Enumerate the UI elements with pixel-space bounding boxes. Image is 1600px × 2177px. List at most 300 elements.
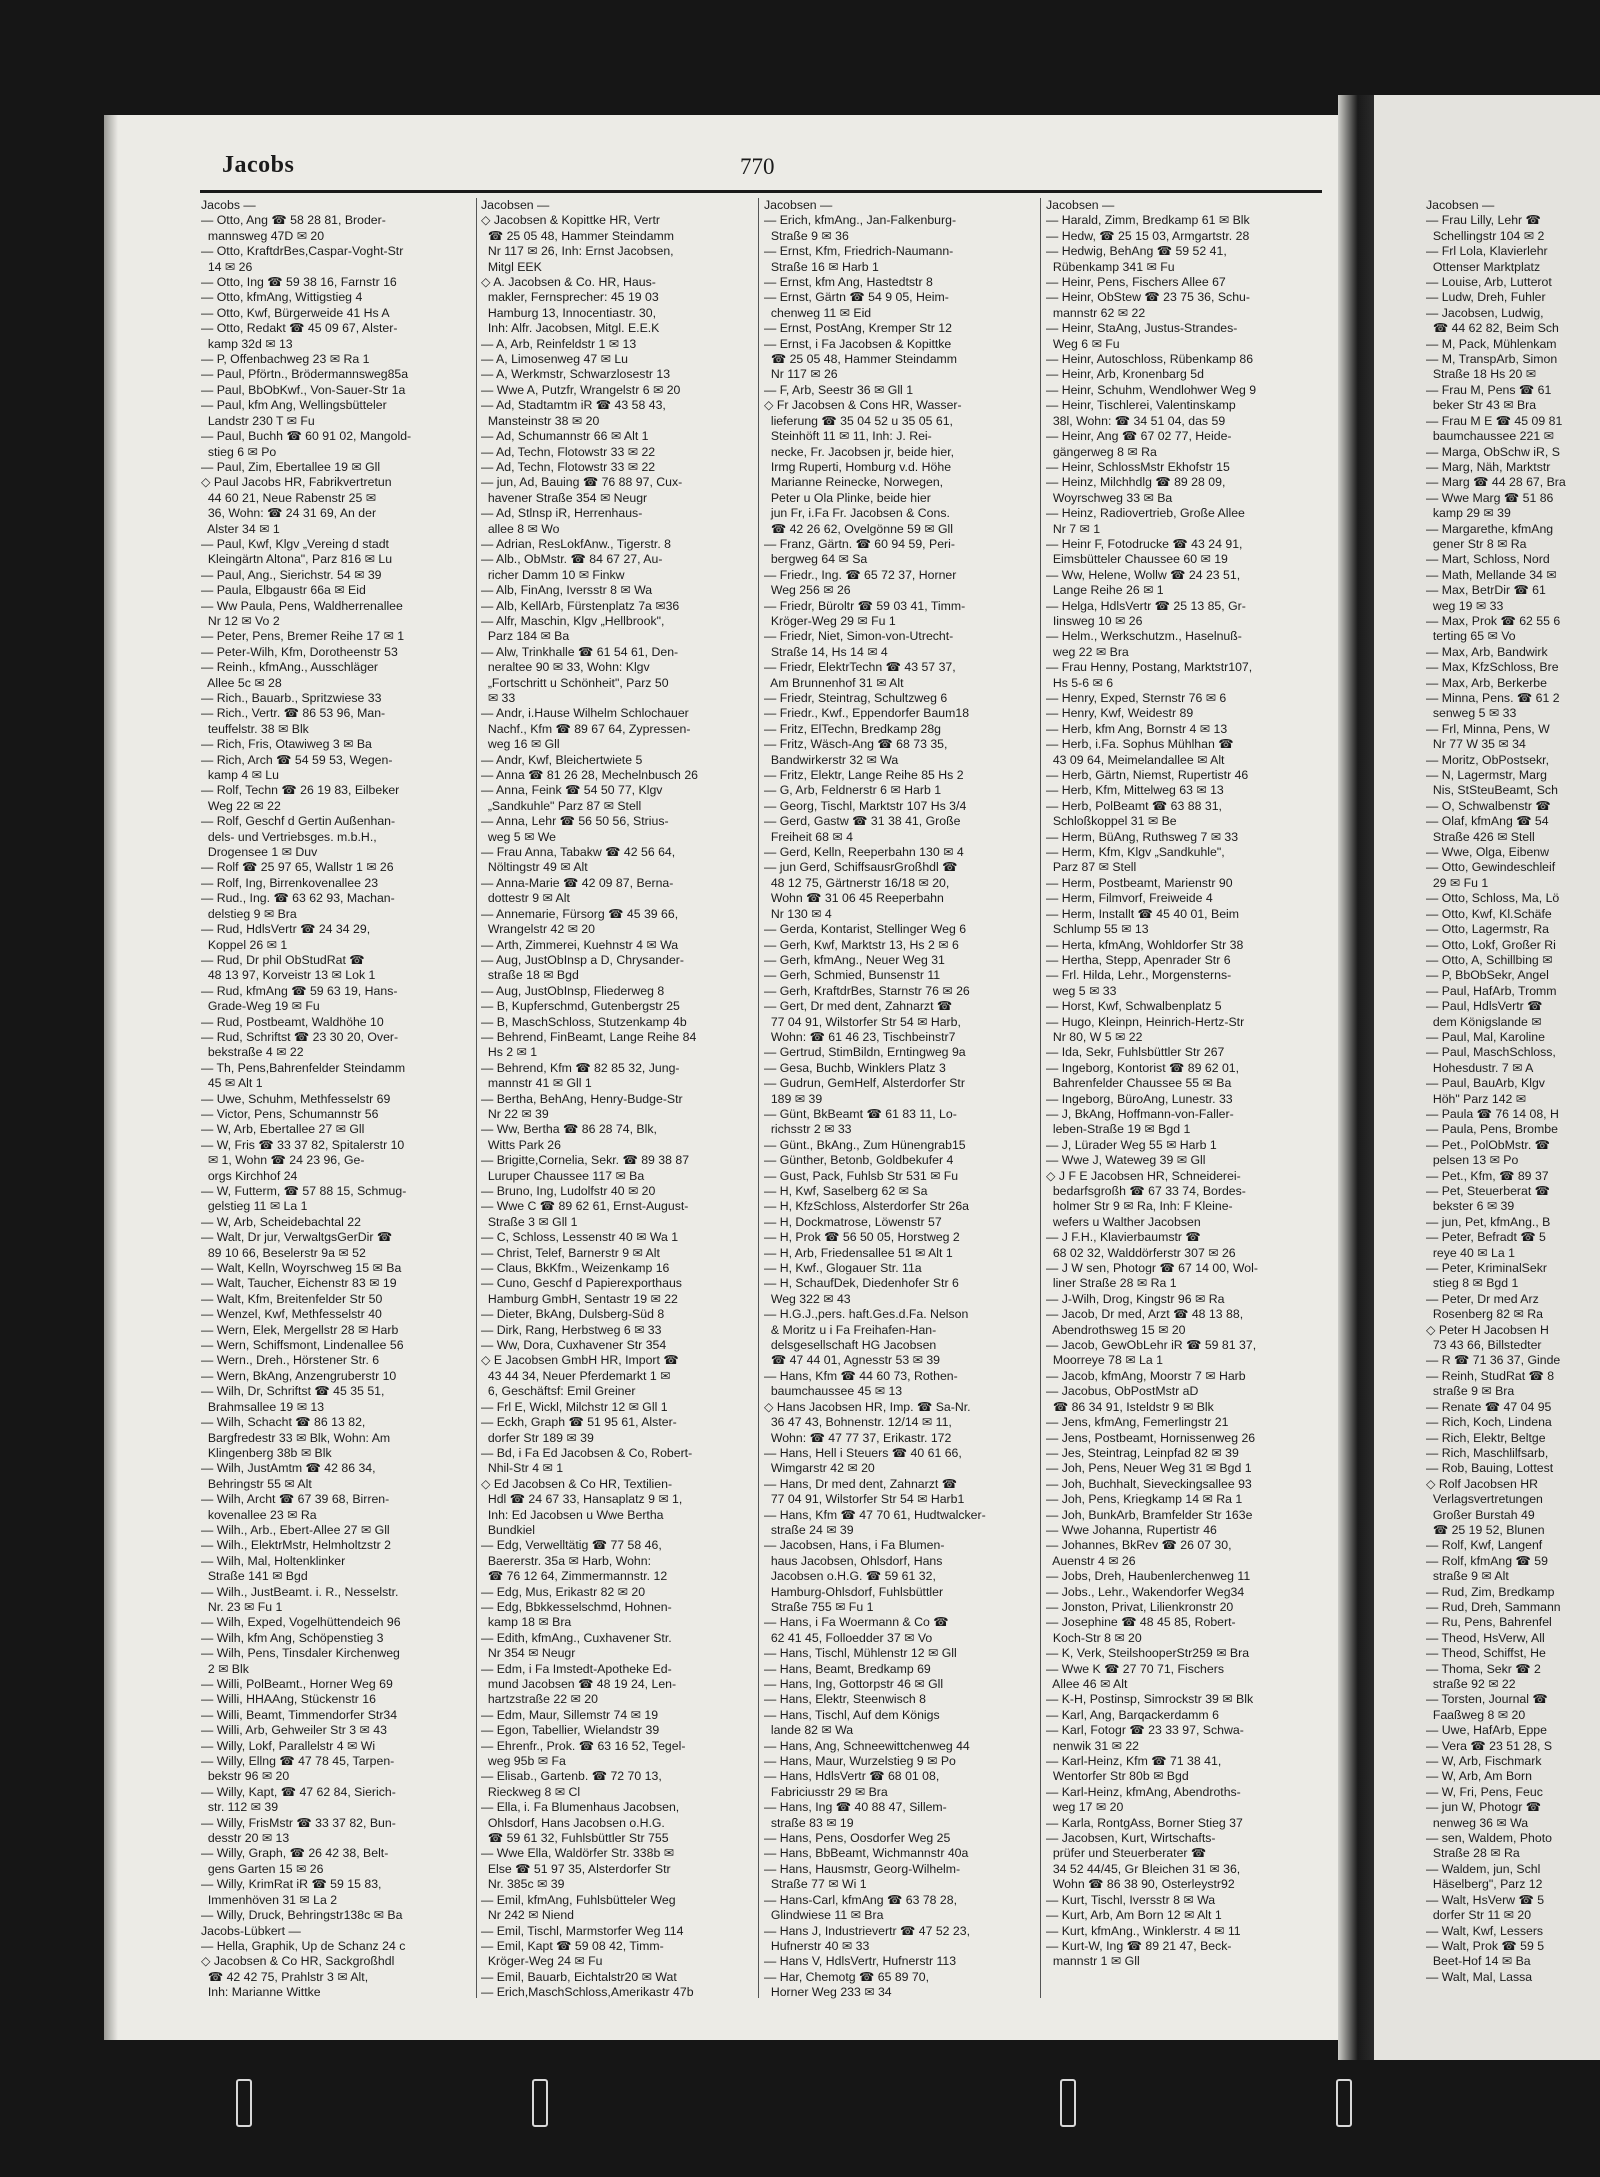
directory-entry-line: Behringstr 55 ✉ Alt <box>201 1476 312 1491</box>
directory-entry-line: Weg 22 ✉ 22 <box>201 798 281 813</box>
directory-entry-line: ☎ 25 05 48, Hammer Steindamm <box>764 352 958 367</box>
directory-entry-line: Wentorfer Str 80b ✉ Bgd <box>1046 1769 1189 1784</box>
directory-entry-line: — Wilh., Arb., Ebert-Allee 27 ✉ Gll <box>201 1522 390 1537</box>
directory-entry-line: Schloßkoppel 31 ✉ Be <box>1046 814 1177 829</box>
directory-entry-line: Mitgl EEK <box>481 259 542 274</box>
directory-entry-line: — Ad, Schumannstr 66 ✉ Alt 1 <box>481 429 649 444</box>
directory-entry-line: — Aug, JustObInsp, Fliederweg 8 <box>481 983 665 998</box>
directory-entry-line: — Otto, Redakt ☎ 45 09 67, Alster- <box>201 321 398 336</box>
directory-entry-line: — Frl, Minna, Pens, W <box>1426 721 1550 736</box>
directory-entry-line: — Wwe Johanna, Rupertistr 46 <box>1046 1522 1217 1537</box>
directory-entry-line: — Ida, Sekr, Fuhlsbüttler Str 267 <box>1046 1045 1225 1060</box>
directory-entry-line: — Fritz, ElTechn, Bredkamp 28g <box>764 721 942 736</box>
directory-entry-line: Marianne Reinecke, Norwegen, <box>764 475 944 490</box>
film-perforation <box>236 2079 252 2127</box>
directory-entry-line: — Jacob, GewObLehr iR ☎ 59 81 37, <box>1046 1338 1257 1353</box>
directory-entry-line: — Heinr, StaAng, Justus-Strandes- <box>1046 321 1238 336</box>
directory-entry-line: — Rud., Ing. ☎ 63 62 93, Machan- <box>201 891 395 906</box>
directory-entry-line: & Moritz u i Fa Freihafen-Han- <box>764 1322 937 1337</box>
directory-entry-line: — Kurt, Tischl, Iversstr 8 ✉ Wa <box>1046 1892 1216 1907</box>
directory-entry-line: mannstr 41 ✉ Gll 1 <box>481 1076 592 1091</box>
directory-entry-line: 2 ✉ Blk <box>201 1661 249 1676</box>
directory-entry-line: — Otto, Lagermstr, Ra <box>1426 922 1550 937</box>
directory-entry-line: — Paula, Pens, Brombe <box>1426 1122 1558 1137</box>
directory-entry-line: — Behrend, Kfm ☎ 82 85 32, Jung- <box>481 1060 680 1075</box>
directory-entry-line: — Frau M, Pens ☎ 61 <box>1426 382 1552 397</box>
directory-entry-line: — Math, Mellande 34 ✉ <box>1426 567 1557 582</box>
directory-entry-line: Steinhöft 11 ✉ 11, Inh: J. Rei- <box>764 429 932 444</box>
directory-entry-line: Nr 80, W 5 ✉ 22 <box>1046 1029 1143 1044</box>
directory-entry-line: — Franz, Gärtn. ☎ 60 94 59, Peri- <box>764 536 955 551</box>
directory-entry-line: lieferung ☎ 35 04 52 u 35 05 61, <box>764 413 953 428</box>
directory-entry-line: mund Jacobsen ☎ 48 19 24, Len- <box>481 1677 677 1691</box>
directory-entry-line: 62 41 45, Folloedder 37 ✉ Vo <box>764 1630 933 1645</box>
directory-entry-line: — Otto, Kwf, Kl.Schäfe <box>1426 906 1552 921</box>
directory-entry-line: — Rolf, kfmAng ☎ 59 <box>1426 1553 1548 1568</box>
directory-entry-line: richsstr 2 ✉ 33 <box>764 1122 852 1137</box>
directory-entry-line: — Victor, Pens, Schumannstr 56 <box>201 1106 379 1121</box>
directory-entry-line: — H, Kwf., Glogauer Str. 11a <box>764 1261 922 1276</box>
directory-entry-line: — Eckh, Graph ☎ 51 95 61, Alster- <box>481 1415 677 1430</box>
directory-entry-line: — Hugo, Kleinpn, Heinrich-Hertz-Str <box>1046 1014 1245 1029</box>
directory-entry-line: Beet-Hof 14 ✉ Ba <box>1426 1954 1531 1969</box>
directory-entry-line: — Wilh., JustBeamt. i. R., Nesselstr. <box>201 1584 399 1599</box>
directory-entry-line: — Paul, Zim, Ebertallee 19 ✉ Gll <box>201 459 381 474</box>
directory-entry-line: — Willi, HHAAng, Stückenstr 16 <box>201 1692 376 1707</box>
directory-entry-line: — Max, BetrDir ☎ 61 <box>1426 583 1546 598</box>
directory-entry-line: — Pet, Steuerberat ☎ <box>1426 1184 1550 1198</box>
directory-entry-line: Nis, StSteuBeamt, Sch <box>1426 783 1558 798</box>
directory-entry-line: straße 92 ✉ 22 <box>1426 1677 1516 1691</box>
directory-entry-line: — Cuno, Geschf d Papierexporthaus <box>481 1276 682 1291</box>
directory-entry-line: Straße 9 ✉ 36 <box>764 228 849 243</box>
directory-entry-line: gens Garten 15 ✉ 26 <box>201 1861 324 1876</box>
directory-entry-line: straße 24 ✉ 39 <box>764 1522 854 1537</box>
directory-entry-line: — Rolf, Ing, Birrenkovenallee 23 <box>201 875 379 890</box>
directory-entry-line: — Jonston, Privat, Lilienkronstr 20 <box>1046 1599 1234 1614</box>
film-perforation <box>532 2079 548 2127</box>
directory-entry-line: 45 ✉ Alt 1 <box>201 1076 263 1091</box>
directory-entry-line: — Herm, Kfm, Klgv „Sandkuhle", <box>1046 845 1225 860</box>
directory-entry-line: — Gerd, Gastw ☎ 31 38 41, Große <box>764 814 961 829</box>
directory-entry-line: — Hans, Tischl, Auf dem Königs <box>764 1707 940 1722</box>
directory-entry-line: Weg 256 ✉ 26 <box>764 583 851 598</box>
directory-entry-line: — Paul, Pförtn., Brödermannsweg85a <box>201 367 409 382</box>
directory-entry-line: Schlump 55 ✉ 13 <box>1046 922 1149 937</box>
directory-entry-line: — Anna, Lehr ☎ 56 50 56, Strius- <box>481 814 669 829</box>
directory-entry-line: — Wilh, kfm Ang, Schöpenstieg 3 <box>201 1630 384 1645</box>
directory-entry-line: 36 47 43, Bohnenstr. 12/14 ✉ 11, <box>764 1415 952 1430</box>
directory-entry-line: Horner Weg 233 ✉ 34 <box>764 1985 892 2000</box>
directory-entry-line: — Max, KfzSchloss, Bre <box>1426 660 1559 675</box>
directory-entry-line: 89 10 66, Beselerstr 9a ✉ 52 <box>201 1245 366 1260</box>
directory-entry-line: — Willy, Ellng ☎ 47 78 45, Tarpen- <box>201 1754 395 1769</box>
directory-entry-line: — Rich., Bauarb., Spritzwiese 33 <box>201 691 382 705</box>
directory-entry-line: — Mart, Schloss, Nord <box>1426 552 1550 567</box>
directory-entry-line: 34 52 44/45, Gr Bleichen 31 ✉ 36, <box>1046 1861 1241 1876</box>
directory-entry-line: — Theod, HsVerw, All <box>1426 1630 1545 1645</box>
directory-entry-line: nenweg 36 ✉ Wa <box>1426 1815 1529 1830</box>
directory-entry-line: — Alfr, Maschin, Klgv „Hellbrook", <box>481 613 665 628</box>
directory-entry-line: ◇ E Jacobsen GmbH HR, Import ☎ <box>481 1353 679 1368</box>
directory-entry-line: — Louise, Arb, Lutterot <box>1426 275 1552 290</box>
directory-entry-line: — Otto, Gewindeschleif <box>1426 860 1556 875</box>
directory-entry-line: Nr. 23 ✉ Fu 1 <box>201 1599 283 1614</box>
directory-entry-line: pelsen 13 ✉ Po <box>1426 1153 1519 1168</box>
directory-entry-line: — Erich, kfmAng., Jan-Falkenburg- <box>764 213 957 228</box>
directory-entry-line: — Hedw, ☎ 25 15 03, Armgartstr. 28 <box>1046 228 1250 243</box>
directory-entry-line: — Otto, KraftdrBes,Caspar-Voght-Str <box>201 244 404 259</box>
directory-entry-line: — Wern, BkAng, Anzengruberstr 10 <box>201 1368 397 1383</box>
directory-entry-line: — Wwe, Olga, Eibenw <box>1426 845 1550 860</box>
directory-entry-line: — Har, Chemotg ☎ 65 89 70, <box>764 1969 930 1984</box>
directory-entry-line: ✉ 1, Wohn ☎ 24 23 96, Ge- <box>201 1153 365 1168</box>
directory-entry-line: kamp 29 ✉ 39 <box>1426 506 1511 521</box>
directory-entry-line: — Bruno, Ing, Ludolfstr 40 ✉ 20 <box>481 1184 656 1198</box>
directory-entry-line: — Rud, Postbeamt, Waldhöhe 10 <box>201 1014 384 1029</box>
directory-entry-line: ☎ 25 19 52, Blunen <box>1426 1522 1545 1537</box>
directory-entry-line: — Margarethe, kfmAng <box>1426 521 1554 536</box>
directory-entry-line: — Hans, Maur, Wurzelstieg 9 ✉ Po <box>764 1754 956 1769</box>
directory-entry-line: — Peter, Befradt ☎ 5 <box>1426 1230 1546 1245</box>
directory-entry-line: — Peter, Dr med Arz <box>1426 1291 1539 1306</box>
directory-entry-line: — H, Arb, Friedensallee 51 ✉ Alt 1 <box>764 1245 953 1260</box>
directory-entry-line: 44 60 21, Neue Rabenstr 25 ✉ <box>201 490 377 505</box>
directory-entry-line: Nr 77 W 35 ✉ 34 <box>1426 737 1526 752</box>
directory-entry-line: — Frl. Hilda, Lehr., Morgensterns- <box>1046 968 1232 983</box>
directory-entry-line: Koppel 26 ✉ 1 <box>201 937 288 952</box>
directory-entry-line: — Jobs, Dreh, Haubenlerchenweg 11 <box>1046 1569 1251 1584</box>
directory-entry-line: — K, Verk, SteilshooperStr259 ✉ Bra <box>1046 1646 1250 1661</box>
directory-entry-line: — A, Arb, Reinfeldstr 1 ✉ 13 <box>481 336 637 351</box>
directory-entry-line: — Peter-Wilh, Kfm, Dorotheenstr 53 <box>201 644 398 659</box>
directory-entry-line: gängerweg 8 ✉ Ra <box>1046 444 1157 459</box>
directory-entry-line: — Aug, JustObInsp a D, Chrysander- <box>481 952 684 967</box>
directory-entry-line: — Dieter, BkAng, Dulsberg-Süd 8 <box>481 1307 665 1322</box>
page-edge-shadow <box>104 115 118 2040</box>
directory-entry-line: — Gesa, Buchb, Winklers Platz 3 <box>764 1060 946 1075</box>
directory-entry-line: 77 04 91, Wilstorfer Str 54 ✉ Harb, <box>764 1014 961 1029</box>
directory-entry-line: 48 12 75, Gärtnerstr 16/18 ✉ 20, <box>764 875 950 890</box>
directory-entry-line: — P, BbObSekr, Angel <box>1426 968 1549 983</box>
directory-entry-line: Nachf., Kfm ☎ 89 67 64, Zypressen- <box>481 721 691 736</box>
directory-entry-line: — Max, Arb, Berkerbe <box>1426 675 1547 690</box>
directory-entry-line: — Rud, Zim, Bredkamp <box>1426 1584 1555 1599</box>
directory-entry-line: — Wern., Dreh., Hörstener Str. 6 <box>201 1353 380 1368</box>
directory-entry-line: — Willy, FrisMstr ☎ 33 37 82, Bun- <box>201 1815 396 1830</box>
directory-entry-line: Nr 12 ✉ Vo 2 <box>201 613 280 628</box>
directory-entry-line: holmer Str 9 ✉ Ra, Inh: F Kleine- <box>1046 1199 1233 1214</box>
directory-entry-line: Weg 322 ✉ 43 <box>764 1291 851 1306</box>
directory-entry-line: Allee 46 ✉ Alt <box>1046 1677 1128 1691</box>
directory-entry-line: — Gert, Dr med dent, Zahnarzt ☎ <box>764 999 953 1014</box>
directory-entry-line: — Uwe, Schuhm, Methfesselstr 69 <box>201 1091 391 1106</box>
directory-entry-line: — Jacobsen, Ludwig, <box>1426 305 1544 320</box>
directory-entry-line: lande 82 ✉ Wa <box>764 1723 854 1738</box>
directory-entry-line: Am Brunnenhof 31 ✉ Alt <box>764 675 904 690</box>
directory-entry-line: — Karl, Fotogr ☎ 23 33 97, Schwa- <box>1046 1723 1244 1738</box>
directory-entry-line: dorfer Str 189 ✉ 39 <box>481 1430 594 1445</box>
directory-entry-line: Jacobs — <box>201 198 256 212</box>
directory-entry-line: — Claus, BkKfm., Weizenkamp 16 <box>481 1261 670 1276</box>
directory-entry-line: — H, Prok ☎ 56 50 05, Horstweg 2 <box>764 1230 960 1245</box>
directory-column-3 <box>764 198 1034 2008</box>
directory-entry-line: — Paul, BbObKwf., Von-Sauer-Str 1a <box>201 382 406 397</box>
directory-entry-line: — J, Lürader Weg 55 ✉ Harb 1 <box>1046 1137 1217 1152</box>
directory-entry-line: bekstraße 4 ✉ 22 <box>201 1045 304 1060</box>
directory-entry-line: — Ww, Bertha ☎ 86 28 74, Blk, <box>481 1122 657 1137</box>
directory-entry-line: Wimgarstr 42 ✉ 20 <box>764 1461 875 1476</box>
directory-entry-line: — N, Lagermstr, Marg <box>1426 768 1547 783</box>
directory-entry-line: Straße 426 ✉ Stell <box>1426 829 1535 844</box>
directory-entry-line: — J, BkAng, Hoffmann-von-Faller- <box>1046 1106 1234 1121</box>
directory-entry-line: — Fritz, Wäsch-Ang ☎ 68 73 35, <box>764 737 948 752</box>
directory-entry-line: — Johannes, BkRev ☎ 26 07 30, <box>1046 1538 1232 1553</box>
directory-entry-line: — Hans, Ang, Schneewittchenweg 44 <box>764 1738 970 1753</box>
directory-entry-line: — Rolf, Techn ☎ 26 19 83, Eilbeker <box>201 783 400 798</box>
directory-entry-line: — Heinr, Schuhm, Wendlohwer Weg 9 <box>1046 382 1257 397</box>
directory-entry-line: — A, Limosenweg 47 ✉ Lu <box>481 352 629 367</box>
directory-entry-line: Jacobsen — <box>764 198 833 212</box>
directory-entry-line: — H, Kwf, Saselberg 62 ✉ Sa <box>764 1184 928 1198</box>
directory-entry-line: — Kurt, kfmAng., Winklerstr. 4 ✉ 11 <box>1046 1923 1241 1938</box>
directory-entry-line: — H.G.J.,pers. haft.Ges.d.Fa. Nelson <box>764 1307 969 1322</box>
directory-entry-line: — Theod, Schiffst, He <box>1426 1646 1546 1661</box>
directory-entry-line: — Rud, Schriftst ☎ 23 30 20, Over- <box>201 1029 399 1044</box>
directory-entry-line: — Paul, Kwf, Klgv „Vereing d stadt <box>201 536 389 551</box>
directory-entry-line: — Hans, Pens, Oosdorfer Weg 25 <box>764 1831 951 1846</box>
directory-entry-line: — Hans, Elektr, Steenwisch 8 <box>764 1692 926 1707</box>
directory-entry-line: — Heinz, Milchhdlg ☎ 89 28 09, <box>1046 475 1226 490</box>
directory-entry-line: — Herb, Kfm, Mittelweg 63 ✉ 13 <box>1046 783 1224 798</box>
directory-entry-line: Freiheit 68 ✉ 4 <box>764 829 853 844</box>
directory-entry-line: Luruper Chaussee 117 ✉ Ba <box>481 1168 645 1183</box>
directory-entry-line: — Ad, Techn, Flotowstr 33 ✉ 22 <box>481 459 656 474</box>
directory-entry-line: — Rolf, Kwf, Langenf <box>1426 1538 1543 1553</box>
directory-entry-line: — Willy, Lokf, Parallelstr 4 ✉ Wi <box>201 1738 376 1753</box>
directory-entry-line: — W, Arb, Am Born <box>1426 1769 1532 1784</box>
directory-entry-line: — Ww, Dora, Cuxhavener Str 354 <box>481 1338 667 1353</box>
directory-entry-line: Glindwiese 11 ✉ Bra <box>764 1908 884 1923</box>
directory-entry-line: Straße 16 ✉ Harb 1 <box>764 259 879 274</box>
directory-entry-line: Rieckweg 8 ✉ Cl <box>481 1784 581 1799</box>
directory-entry-line: Hdl ☎ 24 67 33, Hansaplatz 9 ✉ 1, <box>481 1492 683 1507</box>
directory-entry-line: — Alb, KellArb, Fürstenplatz 7a ✉36 <box>481 598 680 613</box>
directory-entry-line: — Edm, i Fa Imstedt-Apotheke Ed- <box>481 1661 672 1676</box>
running-head-surname: Jacobs <box>222 152 295 178</box>
directory-entry-line: ☎ 25 05 48, Hammer Steindamm <box>481 228 675 243</box>
directory-entry-line: — Günther, Betonb, Goldbekufer 4 <box>764 1153 954 1168</box>
directory-entry-line: Großer Burstah 49 <box>1426 1507 1535 1522</box>
column-divider <box>758 198 759 1998</box>
directory-entry-line: Bahrenfelder Chaussee 55 ✉ Ba <box>1046 1076 1232 1091</box>
directory-entry-line: — Joh, Pens, Neuer Weg 31 ✉ Bgd 1 <box>1046 1461 1252 1476</box>
directory-entry-line: 43 09 64, Meimelandallee ✉ Alt <box>1046 752 1225 767</box>
directory-entry-line: — Paul, HafArb, Tromm <box>1426 983 1557 998</box>
directory-entry-line: Häselberg", Parz 12 <box>1426 1877 1543 1892</box>
directory-entry-line: — Paul, Ang., Sierichstr. 54 ✉ 39 <box>201 567 382 582</box>
directory-entry-line: stieg 8 ✉ Bgd 1 <box>1426 1276 1519 1291</box>
directory-entry-line: — Willy, Graph, ☎ 26 42 38, Belt- <box>201 1846 389 1861</box>
directory-entry-line: Straße 18 Hs 20 ✉ <box>1426 367 1537 382</box>
directory-entry-line: Nr 354 ✉ Neugr <box>481 1646 576 1661</box>
directory-entry-line: Else ☎ 51 97 35, Alsterdorfer Str <box>481 1861 671 1876</box>
directory-entry-line: ✉ 33 <box>481 691 516 705</box>
directory-entry-line: ◇ Jacobsen & Kopittke HR, Vertr <box>481 213 660 228</box>
directory-entry-line: — Jes, Steintrag, Leinpfad 82 ✉ 39 <box>1046 1445 1239 1460</box>
directory-entry-line: orgs Kirchhof 24 <box>201 1168 298 1183</box>
directory-entry-line: Parz 87 ✉ Stell <box>1046 860 1137 875</box>
directory-entry-line: Jacobsen — <box>481 198 550 212</box>
directory-entry-line: jun Fr, i.Fa Fr. Jacobsen & Cons. <box>764 506 950 521</box>
directory-entry-line: — K-H, Postinsp, Simrockstr 39 ✉ Blk <box>1046 1692 1254 1707</box>
directory-entry-line: — Gertrud, StimBildn, Erntingweg 9a <box>764 1045 966 1060</box>
directory-entry-line: weg 16 ✉ Gll <box>481 737 560 752</box>
directory-entry-line: — Ehrenfr., Prok. ☎ 63 16 52, Tegel- <box>481 1738 686 1753</box>
directory-entry-line: — Gerh, KraftdrBes, Starnstr 76 ✉ 26 <box>764 983 970 998</box>
directory-entry-line: — Ella, i. Fa Blumenhaus Jacobsen, <box>481 1800 680 1815</box>
directory-entry-line: — A, Werkmstr, Schwarzlosestr 13 <box>481 367 671 382</box>
directory-entry-line: — Paul, kfm Ang, Wellingsbütteler <box>201 398 387 413</box>
directory-column-1 <box>201 198 471 2008</box>
directory-entry-line: — B, MaschSchloss, Stutzenkamp 4b <box>481 1014 687 1029</box>
directory-entry-line: beker Str 43 ✉ Bra <box>1426 398 1537 413</box>
directory-entry-line: Jacobsen — <box>1426 198 1495 212</box>
directory-entry-line: — Willy, KrimRat iR ☎ 59 15 83, <box>201 1877 382 1892</box>
directory-entry-line: — Karl-Heinz, Kfm ☎ 71 38 41, <box>1046 1754 1222 1769</box>
directory-entry-line: weg 22 ✉ Bra <box>1046 644 1129 659</box>
directory-entry-line: — C, Schloss, Lessenstr 40 ✉ Wa 1 <box>481 1230 679 1245</box>
directory-entry-line: — Jacobsen, Kurt, Wirtschafts- <box>1046 1831 1216 1846</box>
directory-entry-line: — Josephine ☎ 48 45 85, Robert- <box>1046 1615 1236 1630</box>
directory-entry-line: — Joh, BunkArb, Bramfelder Str 163e <box>1046 1507 1253 1522</box>
directory-entry-line: — Edg, Verwelltätig ☎ 77 58 46, <box>481 1538 662 1553</box>
directory-entry-line: — Adrian, ResLokfAnw., Tigerstr. 8 <box>481 536 672 551</box>
directory-entry-line: — Gerh, Kwf, Marktstr 13, Hs 2 ✉ 6 <box>764 937 959 952</box>
directory-entry-line: — Ad, Stadtamtm iR ☎ 43 58 43, <box>481 398 666 413</box>
directory-entry-line: — Karl-Heinz, kfmAng, Abendroths- <box>1046 1784 1241 1799</box>
directory-entry-line: — Günt., BkAng., Zum Hünengrab15 <box>764 1137 966 1152</box>
directory-entry-line: — Wwe Ella, Waldörfer Str. 338b ✉ <box>481 1846 674 1861</box>
directory-entry-line: Wohn ☎ 31 06 45 Reeperbahn <box>764 891 944 906</box>
directory-entry-line: — Wilh, Dr, Schriftst ☎ 45 35 51, <box>201 1384 385 1399</box>
directory-entry-line: — Elisab., Gartenb. ☎ 72 70 13, <box>481 1769 662 1784</box>
directory-entry-line: — Heinr, Pens, Fischers Allee 67 <box>1046 275 1226 290</box>
directory-entry-line: Hufnerstr 40 ✉ 33 <box>764 1938 870 1953</box>
directory-entry-line: ☎ 42 42 75, Prahlstr 3 ✉ Alt, <box>201 1969 369 1984</box>
directory-entry-line: Woyrschweg 33 ✉ Ba <box>1046 490 1173 505</box>
directory-entry-line: — H, Dockmatrose, Löwenstr 57 <box>764 1214 942 1229</box>
directory-entry-line: wefers u Walther Jacobsen <box>1046 1214 1201 1229</box>
directory-entry-line: Koch-Str 8 ✉ 20 <box>1046 1630 1142 1645</box>
directory-entry-line: — Paul, Mal, Karoline <box>1426 1029 1545 1044</box>
directory-entry-line: — Frau Anna, Tabakw ☎ 42 56 64, <box>481 845 676 860</box>
directory-entry-line: teuffelstr. 38 ✉ Blk <box>201 721 309 736</box>
directory-entry-line: — Gust, Pack, Fuhlsb Str 531 ✉ Fu <box>764 1168 959 1183</box>
directory-entry-line: Nr 242 ✉ Niend <box>481 1908 575 1923</box>
directory-entry-line: baumchaussee 45 ✉ 13 <box>764 1384 903 1399</box>
directory-entry-line: — Friedr., Ing. ☎ 65 72 37, Horner <box>764 567 957 582</box>
directory-entry-line: Nr 117 ✉ 26, Inh: Ernst Jacobsen, <box>481 244 674 259</box>
directory-entry-line: straße 9 ✉ Alt <box>1426 1569 1509 1584</box>
directory-entry-line: Straße 141 ✉ Bgd <box>201 1569 308 1584</box>
directory-entry-line: — B, Kupferschmd, Gutenbergstr 25 <box>481 999 680 1014</box>
directory-entry-line: weg 17 ✉ 20 <box>1046 1800 1124 1815</box>
directory-entry-line: — Ingeborg, Kontorist ☎ 89 62 01, <box>1046 1060 1240 1075</box>
directory-entry-line: Brahmsallee 19 ✉ 13 <box>201 1399 325 1414</box>
directory-entry-line: — Ernst, kfm Ang, Hastedtstr 8 <box>764 275 933 290</box>
directory-entry-line: — Walt, Prok ☎ 59 5 <box>1426 1938 1545 1953</box>
directory-entry-line: — Wern, Schiffsmont, Lindenallee 56 <box>201 1338 404 1353</box>
directory-entry-line: — Brigitte,Cornelia, Sekr. ☎ 89 38 87 <box>481 1153 690 1168</box>
directory-entry-line: Nr 117 ✉ 26 <box>764 367 838 382</box>
directory-entry-line: — Gerda, Kontarist, Stellinger Weg 6 <box>764 922 967 937</box>
directory-entry-line: Parz 184 ✉ Ba <box>481 629 570 644</box>
directory-entry-line: Auenstr 4 ✉ 26 <box>1046 1553 1136 1568</box>
directory-entry-line: Alster 34 ✉ 1 <box>201 521 280 536</box>
directory-entry-line: — Hans, Hell i Steuers ☎ 40 61 66, <box>764 1445 962 1460</box>
directory-entry-line: — Gudrun, GemHelf, Alsterdorfer Str <box>764 1076 965 1091</box>
directory-entry-line: kamp 18 ✉ Bra <box>481 1615 572 1630</box>
directory-entry-line: — Ernst, Kfm, Friedrich-Naumann- <box>764 244 954 259</box>
directory-entry-line: Bargfredestr 33 ✉ Blk, Wohn: Am <box>201 1430 391 1445</box>
directory-entry-line: — Kurt, Arb, Am Born 12 ✉ Alt 1 <box>1046 1908 1222 1923</box>
directory-entry-line: weg 19 ✉ 33 <box>1426 598 1504 613</box>
book-gutter <box>1338 95 1374 2060</box>
directory-entry-line: — Ernst, i Fa Jacobsen & Kopittke <box>764 336 952 351</box>
directory-entry-line: — Henry, Exped, Sternstr 76 ✉ 6 <box>1046 691 1227 705</box>
directory-entry-line: — Willi, PolBeamt., Horner Weg 69 <box>201 1677 393 1691</box>
directory-entry-line: straße 83 ✉ 19 <box>764 1815 854 1830</box>
directory-entry-line: — Paula ☎ 76 14 08, H <box>1426 1106 1559 1121</box>
directory-entry-line: — Annemarie, Fürsorg ☎ 45 39 66, <box>481 906 679 921</box>
directory-entry-line: — Ludw, Dreh, Fuhler <box>1426 290 1546 305</box>
directory-entry-line: — Heinz, Radiovertrieb, Große Allee <box>1046 506 1245 521</box>
directory-entry-line: — Willy, Kapt, ☎ 47 62 84, Sierich- <box>201 1784 396 1799</box>
directory-entry-line: — Frau Henny, Postang, Marktstr107, <box>1046 660 1253 675</box>
directory-entry-line: — Paul, MaschSchloss, <box>1426 1045 1556 1060</box>
directory-entry-line: — Ww Paula, Pens, Waldherrenallee <box>201 598 403 613</box>
directory-entry-line: Inh: Ed Jacobsen u Wwe Bertha <box>481 1507 664 1522</box>
directory-entry-line: — H, KfzSchloss, Alsterdorfer Str 26a <box>764 1199 970 1214</box>
directory-entry-line: — J-Wilh, Drog, Kingstr 96 ✉ Ra <box>1046 1291 1225 1306</box>
directory-entry-line: Nr. 385c ✉ 39 <box>481 1877 565 1892</box>
directory-entry-line: 68 02 32, Walddörferstr 307 ✉ 26 <box>1046 1245 1236 1260</box>
directory-entry-line: Nr 22 ✉ 39 <box>481 1106 549 1121</box>
directory-entry-line: delstieg 9 ✉ Bra <box>201 906 297 921</box>
directory-entry-line: Klingenberg 38b ✉ Blk <box>201 1445 332 1460</box>
directory-entry-line: — Hans, HdlsVertr ☎ 68 01 08, <box>764 1769 940 1784</box>
directory-entry-line: — Otto, Ang ☎ 58 28 81, Broder- <box>201 213 386 228</box>
directory-entry-line: Straße 28 ✉ Ra <box>1426 1846 1520 1861</box>
directory-entry-line: — Herm, Postbeamt, Marienstr 90 <box>1046 875 1233 890</box>
header-rule <box>200 190 1322 193</box>
directory-entry-line: Jacobsen o.H.G. ☎ 59 61 32, <box>764 1569 936 1584</box>
directory-entry-line: — Anna ☎ 81 26 28, Mechelnbusch 26 <box>481 768 698 783</box>
directory-entry-line: Rosenberg 82 ✉ Ra <box>1426 1307 1543 1322</box>
directory-entry-line: — Bertha, BehAng, Henry-Budge-Str <box>481 1091 683 1106</box>
directory-entry-line: — Bd, i Fa Ed Jacobsen & Co, Robert- <box>481 1445 693 1460</box>
directory-entry-line: — W, Fris ☎ 33 37 82, Spitalerstr 10 <box>201 1137 405 1152</box>
directory-entry-line: — Waldem, jun, Schl <box>1426 1861 1541 1876</box>
directory-entry-line: — Wern, Elek, Mergellstr 28 ✉ Harb <box>201 1322 399 1337</box>
directory-entry-line: — Karla, RontgAss, Borner Stieg 37 <box>1046 1815 1243 1830</box>
directory-entry-line: — Otto, Ing ☎ 59 38 16, Farnstr 16 <box>201 275 397 290</box>
directory-entry-line: — Walt, Kfm, Breitenfelder Str 50 <box>201 1291 383 1306</box>
directory-entry-line: kamp 4 ✉ Lu <box>201 768 279 783</box>
directory-entry-line: — Ad, Techn, Flotowstr 33 ✉ 22 <box>481 444 656 459</box>
directory-entry-line: — Heinr, SchlossMstr Ekhofstr 15 <box>1046 459 1230 474</box>
